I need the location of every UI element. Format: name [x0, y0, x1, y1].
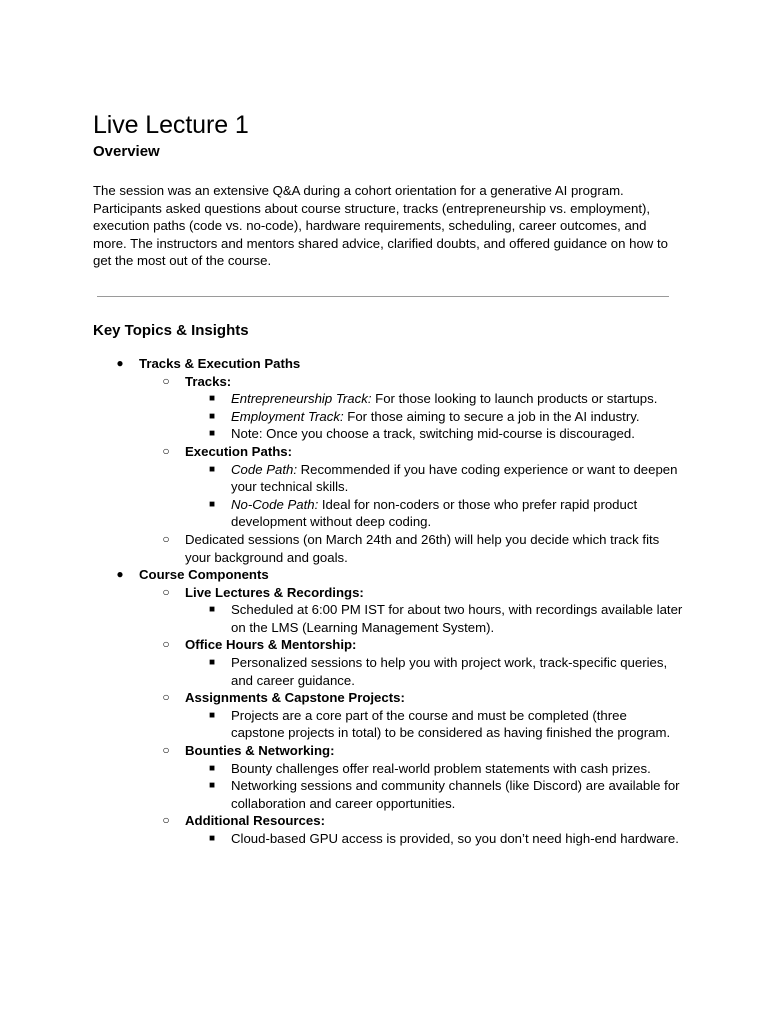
- list-item: [185, 601, 683, 636]
- list-item-dedicated-sessions: [139, 531, 683, 566]
- bullet-square-icon: ■: [208, 762, 216, 774]
- item-title: Entrepreneurship Track:: [231, 391, 372, 407]
- item-text: Networking sessions and community channels (like Discord) are available for collaboration and career opportunities.: [231, 778, 680, 811]
- list-item-course-components: [93, 566, 683, 848]
- sublist: [185, 390, 683, 443]
- overview-paragraph: The session was an extensive Q&A during a cohort orientation for a generative AI program. Participants asked questions about course structure, tracks (entrepreneurship vs. employment), execution paths (code vs. no-code), hardware requirements, scheduling, career outcomes, and more. The instructors and mentors shared advice, clarified doubts, and offered guidance on how to get the most out of the course.: [93, 183, 668, 269]
- bullet-square-icon: ■: [208, 780, 216, 792]
- list-item-additional-resources: [139, 812, 683, 847]
- bullet-circle-icon: ○: [162, 690, 170, 705]
- list-item-bounties: [139, 742, 683, 812]
- item-text: Scheduled at 6:00 PM IST for about two hours, with recordings available later on the LMS (Learning Management System).: [231, 602, 683, 635]
- list-item: [185, 461, 683, 496]
- bullet-square-icon: ■: [208, 657, 216, 669]
- sublist: [185, 760, 683, 813]
- key-topics-heading: Key Topics & Insights: [93, 321, 249, 339]
- bullet-square-icon: ■: [208, 709, 216, 721]
- bullet-circle-icon: ○: [162, 373, 170, 388]
- item-text: Dedicated sessions (on March 24th and 26th) will help you decide which track fits your background and goals.: [185, 531, 660, 565]
- list-item-label: Execution Paths:: [185, 443, 292, 459]
- key-topics-list: [93, 355, 683, 848]
- bullet-square-icon: ■: [208, 498, 216, 510]
- item-text: Bounty challenges offer real-world problem statements with cash prizes.: [231, 760, 651, 776]
- item-title: Employment Track:: [231, 408, 344, 424]
- bullet-disc-icon: ●: [116, 355, 124, 370]
- sublist: [185, 830, 683, 848]
- item-text: Recommended if you have coding experience or want to deepen your technical skills.: [231, 461, 678, 495]
- bullet-circle-icon: ○: [162, 813, 170, 828]
- list-item-tracks-execution: [93, 355, 683, 566]
- list-item: [185, 390, 683, 408]
- list-item-tracks: [139, 373, 683, 443]
- bullet-square-icon: ■: [208, 393, 216, 405]
- list-item-label: Tracks & Execution Paths: [139, 355, 301, 371]
- bullet-circle-icon: ○: [162, 584, 170, 599]
- bullet-circle-icon: ○: [162, 743, 170, 758]
- bullet-circle-icon: ○: [162, 443, 170, 458]
- list-item-label: Assignments & Capstone Projects:: [185, 690, 405, 706]
- list-item-label: Course Components: [139, 567, 269, 583]
- bullet-square-icon: ■: [208, 410, 216, 422]
- horizontal-divider: [97, 296, 669, 297]
- item-text: Note: Once you choose a track, switching mid-course is discouraged.: [231, 426, 635, 442]
- list-item-label: Live Lectures & Recordings:: [185, 584, 364, 600]
- item-text: For those aiming to secure a job in the AI industry.: [343, 408, 640, 424]
- item-text: Projects are a core part of the course and must be completed (three capstone projects in total) to be considered as having finished the program.: [231, 707, 671, 741]
- bullet-square-icon: ■: [208, 428, 216, 440]
- sublist: [185, 654, 683, 689]
- list-item: [185, 496, 683, 531]
- list-item-label: Office Hours & Mentorship:: [185, 637, 357, 653]
- list-item-office-hours: [139, 636, 683, 689]
- bullet-square-icon: ■: [208, 833, 216, 844]
- list-item: [185, 408, 683, 426]
- item-text: Personalized sessions to help you with project work, track-specific queries, and career guidance.: [231, 655, 668, 688]
- list-item: [185, 760, 683, 778]
- list-item: [185, 777, 683, 812]
- bullet-disc-icon: ●: [116, 567, 124, 582]
- list-item: [185, 830, 683, 848]
- item-title: Code Path:: [231, 461, 297, 477]
- sublist: [185, 461, 683, 531]
- list-item: [185, 654, 683, 689]
- list-item-label: Bounties & Networking:: [185, 743, 335, 759]
- page-title: Live Lecture 1: [93, 111, 249, 139]
- overview-heading: Overview: [93, 143, 160, 160]
- bullet-circle-icon: ○: [162, 637, 170, 652]
- list-item-live-lectures: [139, 584, 683, 637]
- sublist: [185, 601, 683, 636]
- list-item-assignments: [139, 689, 683, 742]
- item-text: Ideal for non-coders or those who prefer rapid product development without deep coding.: [231, 496, 638, 530]
- bullet-square-icon: ■: [208, 463, 216, 475]
- item-text: Cloud-based GPU access is provided, so you don’t need high-end hardware.: [231, 831, 679, 846]
- list-item: [185, 425, 683, 443]
- list-item-label: Additional Resources:: [185, 813, 325, 829]
- list-item-execution-paths: [139, 443, 683, 531]
- list-item: [185, 707, 683, 742]
- sublist: [185, 707, 683, 742]
- sublist: [139, 373, 683, 567]
- item-title: No-Code Path:: [231, 496, 319, 512]
- item-text: For those looking to launch products or startups.: [371, 391, 658, 407]
- list-item-label: Tracks:: [185, 373, 232, 389]
- document-page: [93, 108, 683, 848]
- bullet-circle-icon: ○: [162, 531, 170, 546]
- sublist: [139, 584, 683, 848]
- bullet-square-icon: ■: [208, 604, 216, 616]
